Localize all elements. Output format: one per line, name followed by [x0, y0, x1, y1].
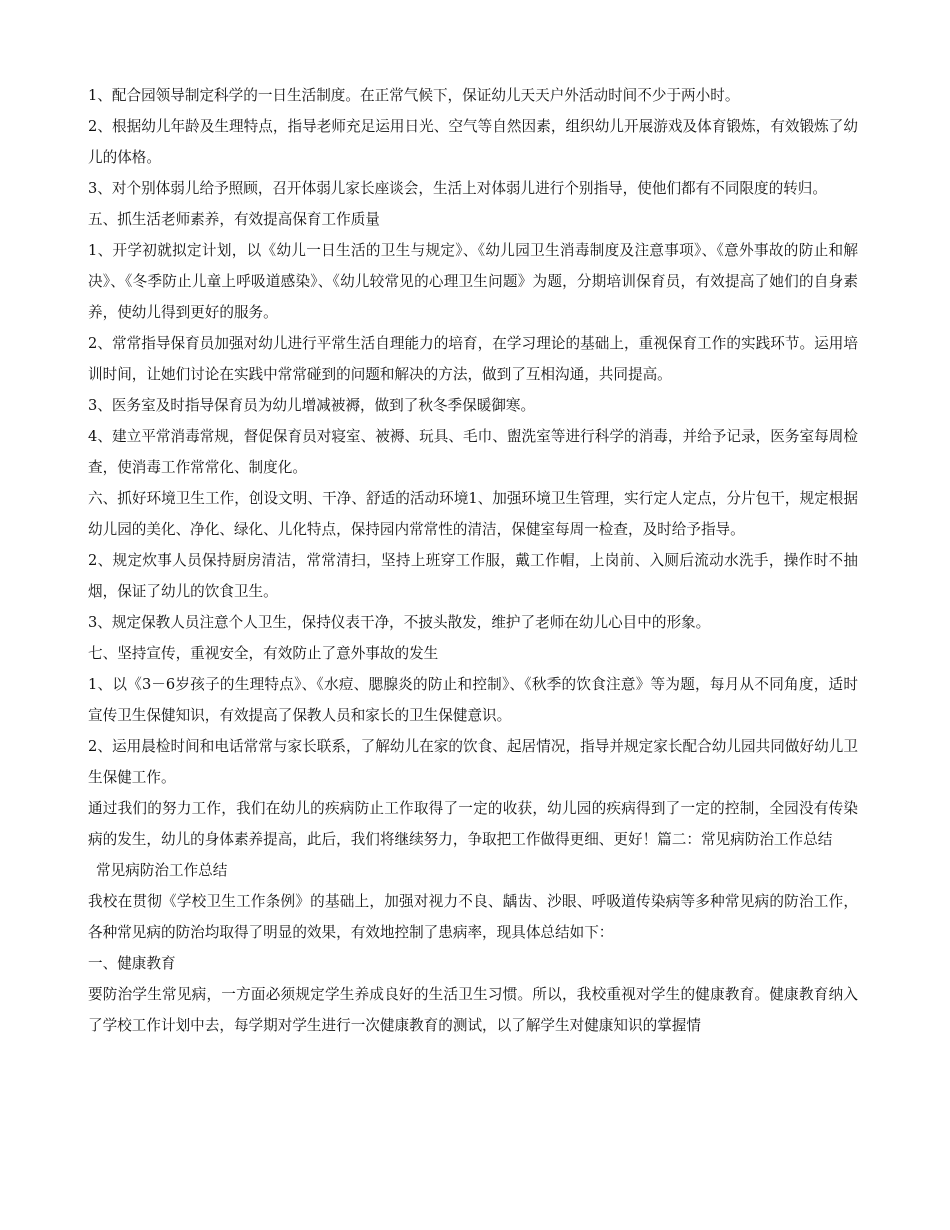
paragraph-15: 要防治学生常见病，一方面必须规定学生养成良好的生活卫生习惯。所以，我校重视对学生的健康教育。健康教育纳入了学校工作计划中去，每学期对学生进行一次健康教育的测试，以了解学生对健康知识的掌握情	[88, 986, 858, 1034]
paragraph-6: 3、医务室及时指导保育员为幼儿增减被褥，做到了秋冬季保暖御寒。	[88, 397, 536, 414]
section-heading-1: 一、健康教育	[88, 955, 176, 972]
paragraph-4: 1、开学初就拟定计划，以《幼儿一日生活的卫生与规定》、《幼儿园卫生消毒制度及注意事项》、《意外事故的防止和解决》、《冬季防止儿童上呼吸道感染》、《幼儿较常见的心理卫生问题》为题，分期培训保育员，有效提高了她们的自身素养，使幼儿得到更好的服务。	[88, 242, 858, 321]
paragraph-2: 2、根据幼儿年龄及生理特点，指导老师充足运用日光、空气等自然因素，组织幼儿开展游戏及体育锻炼，有效锻炼了幼儿的体格。	[88, 118, 858, 166]
paragraph-14: 我校在贯彻《学校卫生工作条例》的基础上，加强对视力不良、龋齿、沙眼、呼吸道传染病等多种常见病的防治工作，各种常见病的防治均取得了明显的效果，有效地控制了患病率，现具体总结如下：	[88, 893, 858, 941]
paragraph-11: 1、以《3－6岁孩子的生理特点》、《水痘、腮腺炎的防止和控制》、《秋季的饮食注意》等为题，每月从不同角度，适时宣传卫生保健知识，有效提高了保教人员和家长的卫生保健意识。	[88, 676, 858, 724]
section-heading-5: 五、抓生活老师素养，有效提高保育工作质量	[88, 211, 380, 228]
document-subtitle: 常见病防治工作总结	[96, 862, 228, 879]
section-heading-7: 七、坚持宣传，重视安全，有效防止了意外事故的发生	[88, 645, 439, 662]
paragraph-1: 1、配合园领导制定科学的一日生活制度。在正常气候下，保证幼儿天天户外活动时间不少于两小时。	[88, 87, 740, 104]
paragraph-8: 六、抓好环境卫生工作，创设文明、干净、舒适的活动环境1、加强环境卫生管理，实行定人定点，分片包干，规定根据幼儿园的美化、净化、绿化、儿化特点，保持园内常常性的清洁，保健室每周一检查，及时给予指导。	[88, 490, 858, 538]
paragraph-7: 4、建立平常消毒常规，督促保育员对寝室、被褥、玩具、毛巾、盥洗室等进行科学的消毒，并给予记录，医务室每周检查，使消毒工作常常化、制度化。	[88, 428, 858, 476]
paragraph-10: 3、规定保教人员注意个人卫生，保持仪表干净，不披头散发，维护了老师在幼儿心目中的形象。	[88, 614, 711, 631]
paragraph-5: 2、常常指导保育员加强对幼儿进行平常生活自理能力的培育，在学习理论的基础上，重视保育工作的实践环节。运用培训时间，让她们讨论在实践中常常碰到的问题和解决的方法，做到了互相沟通，共同提高。	[88, 335, 858, 383]
paragraph-3: 3、对个别体弱儿给予照顾，召开体弱儿家长座谈会，生活上对体弱儿进行个别指导，使他们都有不同限度的转归。	[88, 180, 827, 197]
document-page	[88, 80, 858, 1041]
paragraph-9: 2、规定炊事人员保持厨房清洁，常常清扫，坚持上班穿工作服，戴工作帽，上岗前、入厕后流动水洗手，操作时不抽烟，保证了幼儿的饮食卫生。	[88, 552, 858, 600]
paragraph-12: 2、运用晨检时间和电话常常与家长联系，了解幼儿在家的饮食、起居情况，指导并规定家长配合幼儿园共同做好幼儿卫生保健工作。	[88, 738, 858, 786]
paragraph-13: 通过我们的努力工作，我们在幼儿的疾病防止工作取得了一定的收获，幼儿园的疾病得到了一定的控制，全园没有传染病的发生，幼儿的身体素养提高，此后，我们将继续努力，争取把工作做得更细、更好！篇二：常见病防治工作总结	[88, 800, 858, 848]
